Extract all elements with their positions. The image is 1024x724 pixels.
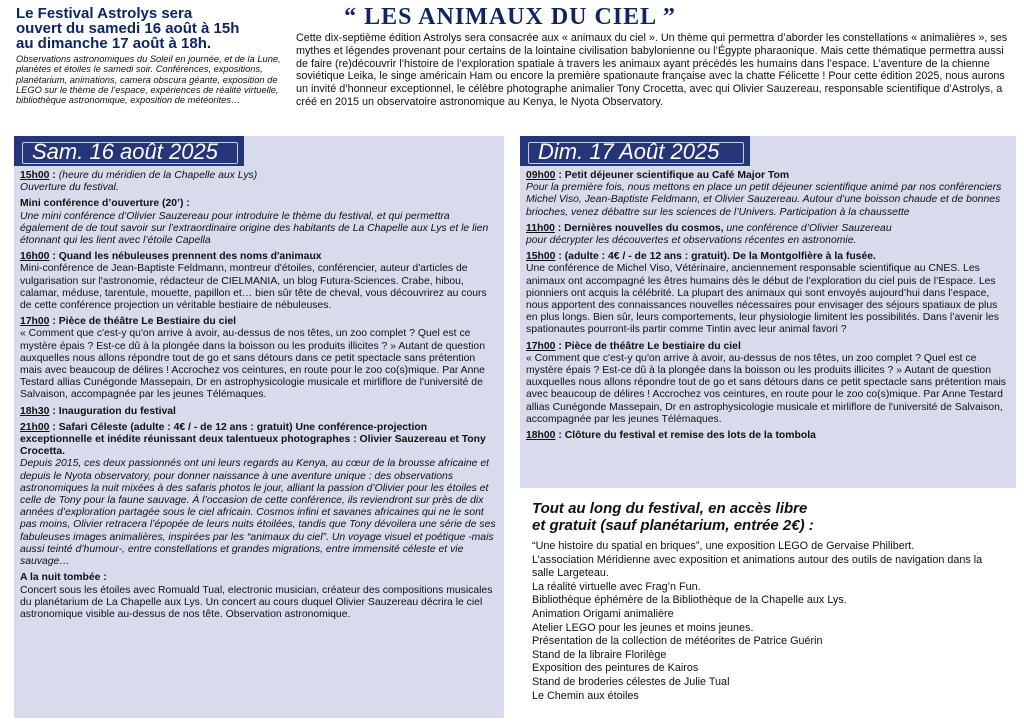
event-description: Pour la première fois, nous mettons en place un petit déjeuner scientifique animé par nos conférenciers Michel Viso, Jean-Baptiste Feldmann, et Olivier Sauzereau. Autour d’une boisson chaude et de bonnes brioches, venez débattre sur les sciences de l’Univers. Participation à la chaussette xyxy=(526,182,1002,218)
event-title: A la nuit tombée : xyxy=(20,572,107,584)
festival-line: ouvert du samedi 16 août à 15h xyxy=(16,20,240,37)
event-separator: : xyxy=(49,421,59,433)
event-description: Une mini conférence d’Olivier Sauzereau pour introduire le thème du festival, et qui permettra également de de tout savoir sur l’extraordinaire origine des habitants de La Chapelle aux Lys et le lien étonnant qui les lient avec l’étoile Capella xyxy=(20,210,489,247)
event-title: Inauguration du festival xyxy=(58,405,176,417)
event-time: 18h30 xyxy=(20,405,50,417)
event-heading xyxy=(526,170,1010,182)
event-description: pour décrypter les découvertes et observations récentes en astronomie. xyxy=(526,235,857,247)
event-heading xyxy=(20,251,498,263)
event-entry xyxy=(526,251,1010,336)
event-entry xyxy=(20,198,498,247)
event-title: Safari Céleste (adulte : 4€ / - de 12 ans : gratuit) Une conférence-projection exceptionnelle et inédite réunissant deux talentueux photographes : Olivier Sauzereau et Tony Crocetta. xyxy=(20,421,486,458)
activity-item: Présentation de la collection de météorites de Patrice Guérin xyxy=(532,635,823,648)
event-time: 15h00 xyxy=(20,170,50,181)
free-activities xyxy=(532,500,1002,703)
event-time: 15h00 xyxy=(526,251,556,263)
event-title: Pièce de théâtre Le bestiaire du ciel xyxy=(564,340,741,352)
saturday-day-label: Sam. 16 août 2025 xyxy=(32,139,218,164)
event-separator: : xyxy=(555,170,565,181)
event-entry xyxy=(20,170,498,194)
activity-item: Exposition des peintures de Kairos xyxy=(532,662,699,675)
event-title: Petit déjeuner scientifique au Café Major Tom xyxy=(564,170,790,181)
event-separator: : xyxy=(49,405,59,417)
event-heading xyxy=(20,422,498,459)
event-heading xyxy=(526,251,1010,263)
page-title: “ LES ANIMAUX DU CIEL ” xyxy=(344,4,676,30)
event-heading xyxy=(526,223,1010,235)
event-title: Pièce de théâtre Le Bestiaire du ciel xyxy=(58,316,236,328)
event-note: une conférence d’Olivier Sauzereau xyxy=(723,222,892,234)
event-time: 09h00 xyxy=(526,170,556,181)
saturday-events xyxy=(20,170,498,625)
event-separator: : xyxy=(49,316,59,328)
activity-item: “Une histoire du spatial en briques”, une exposition LEGO de Gervaise Philibert. xyxy=(532,540,915,552)
event-entry xyxy=(526,170,1010,219)
event-time: 17h00 xyxy=(20,316,50,328)
free-activities-heading xyxy=(532,500,1002,534)
sunday-day-header xyxy=(520,136,750,166)
heading-line: et gratuit (sauf planétarium, entrée 2€) : xyxy=(532,517,814,534)
activity-item: Stand de broderies célestes de Julie Tual xyxy=(532,675,730,688)
intro-paragraph: Cette dix-septième édition Astrolys sera consacrée aux « animaux du ciel ». Un thème qui permettra d’aborder les constellations « animalières », ses mythes et légendes provenant pour certains de la lointaine civilisation babylonienne ou l’Égypte pharaonique. Mais cette thématique permettra aussi de faire (re)découvrir l’histoire de l’exploration spatiale à travers les animaux ayant précédés les humains dans l’espace. L’aventure de la chienne soviétique Leika, le singe américain Ham ou encore la première spationaute française avec la chatte Félicette ! Pour cette édition 2025, nous aurons un invité d’honneur exceptionnel, le célèbre photographe animalier Tony Crocetta, avec qui Olivier Sauzereau, responsable scientifique d’Astrolys, a créé en 2015 un observatoire astronomique au Kenya, le Nyota Observatory. xyxy=(296,32,1008,108)
event-separator: : xyxy=(555,430,565,442)
saturday-panel xyxy=(14,136,504,718)
event-time: 17h00 xyxy=(526,340,556,352)
event-title: Mini conférence d’ouverture (20’) : xyxy=(20,198,190,210)
event-heading xyxy=(526,430,1010,442)
event-heading xyxy=(20,572,498,584)
free-activities-list xyxy=(532,540,1002,703)
event-time: 11h00 xyxy=(526,222,555,234)
event-description: Une conférence de Michel Viso, Vétérinaire, anciennement responsable scientifique au CNES. Les animaux ont accompagné les êtres humains dès le début de l’exploration du ciel puis de l’Espace. Les pionniers ont acquis la célébrité. La plupart des animaux qui sont envoyés aujourd’hui dans l’espace, nous apportent des connaissances nouvelles nécessaires pour envisager des séjours spatiaux de plus en plus longs. Bien sûr, leurs comportements, leur physiologie limitent les possibilités. Dans l’avenir les spationautes pourront-ils partir comme Tintin avec leur animal favori ? xyxy=(526,263,999,336)
sunday-day-label: Dim. 17 Août 2025 xyxy=(538,139,720,164)
event-title: Dernières nouvelles du cosmos, xyxy=(564,222,724,234)
event-entry xyxy=(20,572,498,621)
activity-item: Atelier LEGO pour les jeunes et moins jeunes. xyxy=(532,621,754,634)
event-note: (heure du méridien de la Chapelle aux Lys) xyxy=(58,170,258,181)
event-separator: : xyxy=(555,340,565,352)
event-heading xyxy=(20,316,498,328)
event-title: Quand les nébuleuses prennent des noms d'animaux xyxy=(58,251,322,263)
event-description: « Comment que c'est-y qu'on arrive à avoir, au-dessus de nos têtes, un zoo complet ? Quel est ce mystère épais ? Est-ce dû à la plongée dans la boisson ou les produits illicites ? » Autant de question auxquelles nous allons répondre tout de go et sans détours dans ce petit spectacle sans prétention mais avec beaucoup de délires ! Accrochez vos ceintures, en route pour le zoo co(s)mique. Par Anne Testard allias Cunégonde Massepain, Dr en astrophysicologie musicale et mirliflore de l'université de Salvaison, accompagnée par les jeunes Télémaques. xyxy=(526,352,1007,425)
sunday-panel xyxy=(520,136,1016,488)
event-separator: : xyxy=(49,251,59,263)
event-time: 18h00 xyxy=(526,430,556,442)
event-entry xyxy=(526,223,1010,247)
activity-item: L’association Méridienne avec exposition et animations autour des outils de navigation dans la salle Largeteau. xyxy=(532,553,983,580)
event-title: (adulte : 4€ / - de 12 ans : gratuit). De la Montgolfière à la fusée. xyxy=(564,251,876,263)
event-entry xyxy=(526,341,1010,426)
event-entry xyxy=(526,430,1010,442)
activity-item: Bibliothèque éphémère de la Bibliothèque de la Chapelle aux Lys. xyxy=(532,594,847,607)
event-heading xyxy=(20,170,498,182)
festival-info xyxy=(16,6,284,105)
activity-item: Animation Origami animalière xyxy=(532,607,674,620)
festival-line: au dimanche 17 août à 18h. xyxy=(16,35,212,52)
event-description: Depuis 2015, ces deux passionnés ont uni leurs regards au Kenya, au cœur de la brousse africaine et depuis le Nyota observatory, pour donner naissance à une aventure unique : des observations astronomiques la nuit mixées à des safaris photos le jour, alliant la passion d’Olivier pour les étoiles et celle de Tony pour la faune sauvage. À l’occasion de cette conférence, ils reviendront sur près de dix années d’exploration partagée sous le ciel africain. Cosmos infini et savanes africaines qui ne le sont pas moins, Olivier retracera l’épopée de leurs nuits étoilées, tandis que Tony dévoilera une série de ses fabuleuses images animalières, inspirées par les “animaux du ciel”. Un voyage visuel et poétique -mais aussi teinté d’humour-, entre constellations et grandes migrations, entre immensité céleste et vie sauvage… xyxy=(20,458,496,568)
festival-description: Observations astronomiques du Soleil en journée, et de la Lune, planètes et étoiles le samedi soir. Conférences, expositions, planétarium, animations, camera obscura géante, exposition de LEGO sur le thème de l’espace, expériences de réalité virtuelle, bibliothèque astronomique, exposition de météorites… xyxy=(16,54,281,106)
event-entry xyxy=(20,251,498,312)
event-description: Mini-conférence de Jean-Baptiste Feldmann, montreur d'étoiles, conférencier, auteur d'articles de vulgarisation sur l'astronomie, rédacteur de CIELMANIA, un blog Futura-Sciences. Crabe, hibou, calamar, méduse, tarentule, mouette, papillon et… bien sûr tête de cheval, vous découvrirez au cours de cette conférence projection un véritable bestiaire de nébuleuses. xyxy=(20,263,487,312)
event-description: Concert sous les étoiles avec Romuald Tual, electronic musician, créateur des compositions musicales du planétarium de La Chapelle aux Lys. Un concert au cours duquel Olivier Sauzereau décrira le ciel astronomique visible au-dessus de nos tête. Observation astronomique. xyxy=(20,584,493,620)
event-description: Ouverture du festival. xyxy=(20,182,119,194)
activity-item: La réalité virtuelle avec Frag’n Fun. xyxy=(532,580,701,593)
sunday-events xyxy=(526,170,1010,446)
activity-item: Stand de la libraire Florilège xyxy=(532,648,667,661)
festival-line: Le Festival Astrolys sera xyxy=(16,5,193,22)
event-description: « Comment que c'est-y qu'on arrive à avoir, au-dessus de nos têtes, un zoo complet ? Quel est ce mystère épais ? Est-ce dû à la plongée dans la boisson ou les produits illicites ? » Autant de question auxquelles nous allons répondre tout de go et sans détours dans ce petit spectacle sans prétention mais avec beaucoup de délires ! Accrochez vos ceintures, en route pour le zoo co(s)mique. Par Anne Testard allias Cunégonde Massepain, Dr en astrophysicologie musicale et mirliflore de l'université de Salvaison, accompagnée par les jeunes Télémaques. xyxy=(20,328,485,401)
heading-line: Tout au long du festival, en accès libre xyxy=(532,500,808,517)
event-heading xyxy=(20,406,498,418)
event-entry xyxy=(20,422,498,568)
festival-dates xyxy=(16,6,284,51)
event-separator: : xyxy=(49,170,59,181)
event-separator: : xyxy=(555,251,565,263)
event-entry xyxy=(20,406,498,418)
event-entry xyxy=(20,316,498,401)
event-heading xyxy=(526,341,1010,353)
event-separator: : xyxy=(554,222,565,234)
event-time: 21h00 xyxy=(20,421,50,433)
activity-item: Le Chemin aux étoiles xyxy=(532,689,639,702)
event-title: Clôture du festival et remise des lots de la tombola xyxy=(564,430,816,442)
event-time: 16h00 xyxy=(20,251,50,263)
event-heading xyxy=(20,198,498,210)
saturday-day-header xyxy=(14,136,244,166)
